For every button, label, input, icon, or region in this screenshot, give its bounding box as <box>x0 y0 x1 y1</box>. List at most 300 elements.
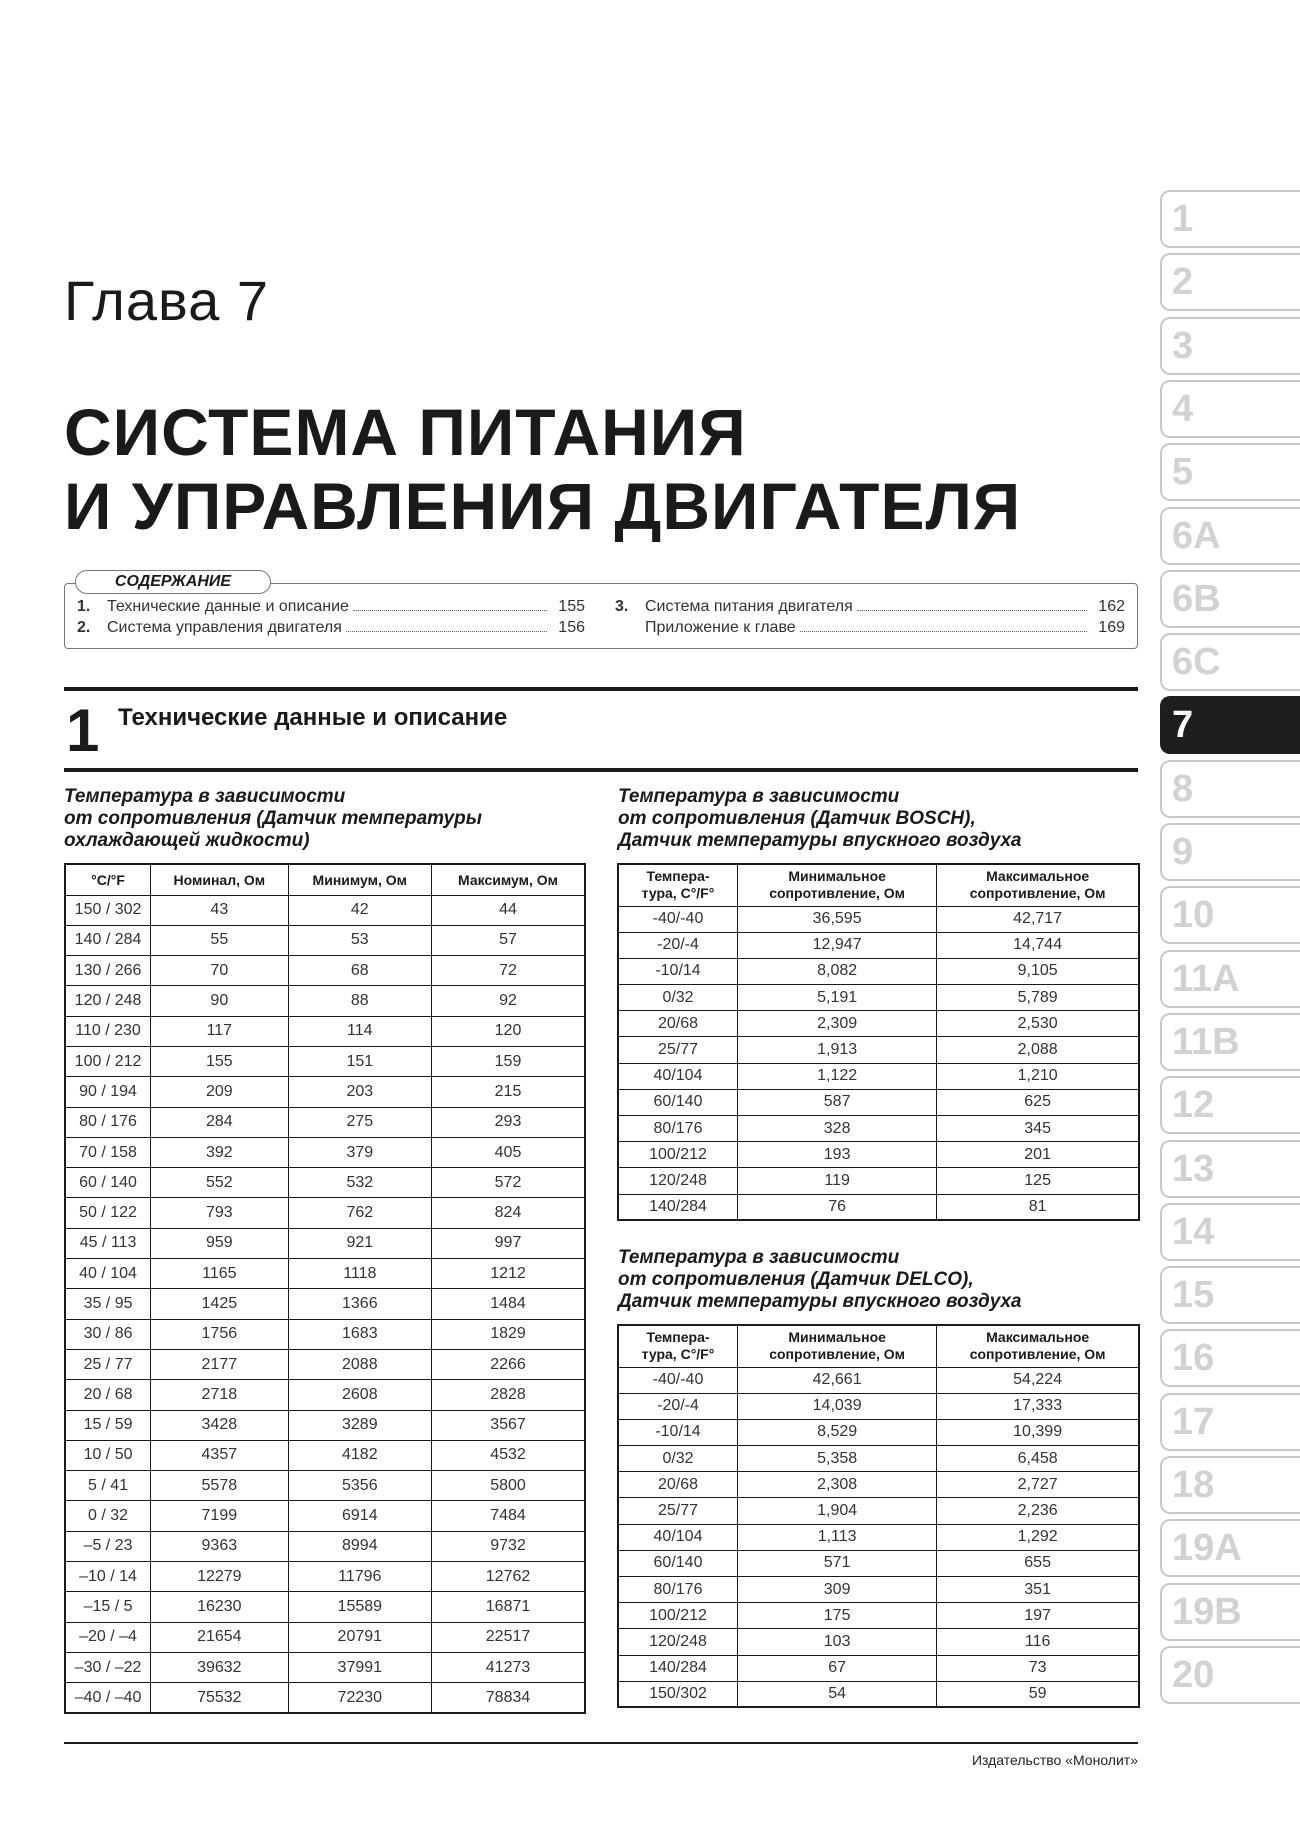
table-cell: -40/-40 <box>618 906 738 932</box>
table-row <box>618 1419 1139 1445</box>
chapter-tab[interactable]: 11B <box>1160 1013 1300 1071</box>
table-cell: 4357 <box>151 1440 288 1470</box>
table-row <box>65 1289 585 1319</box>
chapter-tab[interactable]: 8 <box>1160 760 1300 818</box>
table-row <box>65 1137 585 1167</box>
column-header: °С/°F <box>65 864 151 895</box>
table-cell: 30 / 86 <box>65 1319 151 1349</box>
table-cell: 60/140 <box>618 1550 738 1576</box>
table-cell: 40 / 104 <box>65 1259 151 1289</box>
table-cell: -10/14 <box>618 958 738 984</box>
table-row <box>618 1393 1139 1419</box>
table-row <box>618 1498 1139 1524</box>
table-cell: 78834 <box>432 1683 585 1713</box>
caption-line: Датчик температуры впускного воздуха <box>618 1291 1022 1312</box>
table-cell: 587 <box>738 1089 937 1115</box>
caption-line: от сопротивления (Датчик DELCO), <box>618 1269 974 1290</box>
toc-leader-dots <box>800 620 1087 632</box>
table-cell: 5,358 <box>738 1446 937 1472</box>
section-rule-bottom <box>64 768 1138 772</box>
chapter-tab[interactable]: 20 <box>1160 1646 1300 1704</box>
table-row <box>618 1089 1139 1115</box>
table-cell: 293 <box>432 1107 585 1137</box>
table-cell: 60 / 140 <box>65 1168 151 1198</box>
chapter-tab[interactable]: 16 <box>1160 1329 1300 1387</box>
toc-item-text: Технические данные и описание <box>107 598 349 615</box>
table-cell: -40/-40 <box>618 1367 738 1393</box>
table-cell: 921 <box>288 1228 431 1258</box>
table-cell: 22517 <box>432 1622 585 1652</box>
table-cell: 5,789 <box>937 985 1139 1011</box>
column-header-line: Максимальное <box>986 868 1090 885</box>
table-cell: 80/176 <box>618 1577 738 1603</box>
table-cell: 1118 <box>288 1259 431 1289</box>
bosch-table-caption <box>618 786 1021 852</box>
table-row <box>618 1063 1139 1089</box>
table-cell: 762 <box>288 1198 431 1228</box>
table-cell: 140 / 284 <box>65 925 151 955</box>
chapter-tab[interactable]: 4 <box>1160 380 1300 438</box>
table-cell: 15 / 59 <box>65 1410 151 1440</box>
chapter-tab[interactable]: 14 <box>1160 1203 1300 1261</box>
table-cell: 92 <box>432 986 585 1016</box>
caption-line: Температура в зависимости <box>64 786 346 807</box>
toc-item-number: 2. <box>77 619 91 636</box>
table-cell: 72 <box>432 956 585 986</box>
table-cell: 571 <box>738 1550 937 1576</box>
table-cell: 50 / 122 <box>65 1198 151 1228</box>
table-cell: 1,913 <box>738 1037 937 1063</box>
table-cell: 150/302 <box>618 1681 738 1707</box>
table-cell: 2,309 <box>738 1011 937 1037</box>
chapter-tab[interactable]: 1 <box>1160 190 1300 248</box>
table-row <box>65 1107 585 1137</box>
table-cell: 117 <box>151 1016 288 1046</box>
table-cell: 20791 <box>288 1622 431 1652</box>
table-header-row <box>618 864 1139 906</box>
chapter-title-line: И УПРАВЛЕНИЯ ДВИГАТЕЛЯ <box>64 469 1022 543</box>
chapter-tab[interactable]: 19B <box>1160 1583 1300 1641</box>
table-cell: 21654 <box>151 1622 288 1652</box>
table-row <box>618 1655 1139 1681</box>
table-cell: 70 <box>151 956 288 986</box>
table-row <box>618 1367 1139 1393</box>
toc-item[interactable] <box>77 598 585 619</box>
table-cell: 997 <box>432 1228 585 1258</box>
section-rule-top <box>64 687 1138 691</box>
toc-item-text: Система управления двигателя <box>107 619 342 636</box>
toc-item-number: 1. <box>77 598 91 615</box>
table-cell: 3289 <box>288 1410 431 1440</box>
column-header-line: Темпера- <box>646 868 710 885</box>
table-cell: 114 <box>288 1016 431 1046</box>
table-cell: 59 <box>937 1681 1139 1707</box>
toc-item-text: Система питания двигателя <box>645 598 853 615</box>
table-row <box>618 985 1139 1011</box>
column-header <box>738 864 937 906</box>
table-cell: 9732 <box>432 1531 585 1561</box>
column-header: Минимум, Ом <box>288 864 431 895</box>
table-cell: 43 <box>151 895 288 925</box>
chapter-tab[interactable]: 6A <box>1160 507 1300 565</box>
column-header-line: Минимальное <box>788 1329 886 1346</box>
table-cell: 76 <box>738 1194 937 1220</box>
table-cell: 44 <box>432 895 585 925</box>
table-cell: 150 / 302 <box>65 895 151 925</box>
table-cell: 155 <box>151 1046 288 1076</box>
table-row <box>618 958 1139 984</box>
table-cell: 345 <box>937 1116 1139 1142</box>
table-cell: 5 / 41 <box>65 1471 151 1501</box>
table-cell: -10/14 <box>618 1419 738 1445</box>
section-number: 1 <box>66 697 100 764</box>
table-cell: 42,717 <box>937 906 1139 932</box>
table-row <box>65 1410 585 1440</box>
table-cell: 54 <box>738 1681 937 1707</box>
table-row <box>65 895 585 925</box>
toc-leader-dots <box>346 620 547 632</box>
table-cell: 2,727 <box>937 1472 1139 1498</box>
toc-column-right <box>615 598 1125 640</box>
table-cell: 100/212 <box>618 1142 738 1168</box>
table-cell: 120 <box>432 1016 585 1046</box>
table-cell: 1366 <box>288 1289 431 1319</box>
table-cell: 8,529 <box>738 1419 937 1445</box>
table-cell: 2266 <box>432 1349 585 1379</box>
table-cell: 3567 <box>432 1410 585 1440</box>
table-row <box>65 1349 585 1379</box>
table-cell: 17,333 <box>937 1393 1139 1419</box>
table-cell: 20/68 <box>618 1472 738 1498</box>
table-cell: 10 / 50 <box>65 1440 151 1470</box>
footer-rule <box>64 1742 1138 1744</box>
table-cell: 35 / 95 <box>65 1289 151 1319</box>
chapter-tab[interactable]: 9 <box>1160 823 1300 881</box>
chapter-tab[interactable]: 17 <box>1160 1393 1300 1451</box>
caption-line: от сопротивления (Датчик BOSCH), <box>618 808 976 829</box>
table-cell: 1829 <box>432 1319 585 1349</box>
column-header-line: сопротивление, Ом <box>969 885 1106 902</box>
table-cell: 25 / 77 <box>65 1349 151 1379</box>
table-cell: 275 <box>288 1107 431 1137</box>
table-cell: 80 / 176 <box>65 1107 151 1137</box>
toc-item[interactable] <box>615 619 1125 640</box>
table-cell: 11796 <box>288 1562 431 1592</box>
table-cell: 75532 <box>151 1683 288 1713</box>
toc-item-text: Приложение к главе <box>645 619 796 636</box>
coolant-table-caption <box>64 786 482 852</box>
chapter-tab[interactable]: 5 <box>1160 443 1300 501</box>
table-cell: –15 / 5 <box>65 1592 151 1622</box>
table-cell: 120/248 <box>618 1629 738 1655</box>
table-cell: 5,191 <box>738 985 937 1011</box>
caption-line: от сопротивления (Датчик температуры <box>64 808 482 829</box>
column-header <box>738 1325 937 1367</box>
table-cell: 793 <box>151 1198 288 1228</box>
table-cell: 4532 <box>432 1440 585 1470</box>
table-row <box>618 1629 1139 1655</box>
column-header-line: Максимальное <box>986 1329 1090 1346</box>
chapter-tab[interactable]: 10 <box>1160 886 1300 944</box>
table-cell: –10 / 14 <box>65 1562 151 1592</box>
table-cell: 5800 <box>432 1471 585 1501</box>
column-header: Номинал, Ом <box>151 864 288 895</box>
table-cell: 309 <box>738 1577 937 1603</box>
table-cell: 1,122 <box>738 1063 937 1089</box>
section-title: Технические данные и описание <box>118 704 508 731</box>
table-row <box>65 1077 585 1107</box>
table-header-row <box>65 864 585 895</box>
table-cell: 42,661 <box>738 1367 937 1393</box>
table-cell: 3428 <box>151 1410 288 1440</box>
table-row <box>65 956 585 986</box>
chapter-tab[interactable]: 18 <box>1160 1456 1300 1514</box>
table-cell: 1165 <box>151 1259 288 1289</box>
table-row <box>65 1228 585 1258</box>
chapter-tab[interactable]: 15 <box>1160 1266 1300 1324</box>
table-cell: 197 <box>937 1603 1139 1629</box>
table-cell: 8,082 <box>738 958 937 984</box>
table-row <box>65 1622 585 1652</box>
table-row <box>65 1168 585 1198</box>
toc-item[interactable] <box>77 619 585 640</box>
chapter-label: Глава 7 <box>64 269 269 332</box>
table-cell: 7484 <box>432 1501 585 1531</box>
table-cell: 37991 <box>288 1652 431 1682</box>
table-row <box>65 1046 585 1076</box>
caption-line: Температура в зависимости <box>618 786 900 807</box>
table-cell: 392 <box>151 1137 288 1167</box>
chapter-tab[interactable]: 6B <box>1160 570 1300 628</box>
table-cell: 1212 <box>432 1259 585 1289</box>
table-cell: 532 <box>288 1168 431 1198</box>
chapter-tab[interactable]: 3 <box>1160 317 1300 375</box>
table-cell: 45 / 113 <box>65 1228 151 1258</box>
table-cell: 351 <box>937 1577 1139 1603</box>
table-cell: 67 <box>738 1655 937 1681</box>
table-cell: 10,399 <box>937 1419 1139 1445</box>
table-row <box>618 1681 1139 1707</box>
table-cell: 15589 <box>288 1592 431 1622</box>
table-row <box>65 1683 585 1713</box>
table-cell: 125 <box>937 1168 1139 1194</box>
table-cell: 1756 <box>151 1319 288 1349</box>
table-row <box>65 1319 585 1349</box>
column-header-line: Темпера- <box>646 1329 710 1346</box>
table-cell: 0/32 <box>618 1446 738 1472</box>
table-cell: 2,236 <box>937 1498 1139 1524</box>
table-row <box>618 932 1139 958</box>
table-cell: 140/284 <box>618 1655 738 1681</box>
table-row <box>65 1471 585 1501</box>
table-row <box>65 1531 585 1561</box>
table-cell: 625 <box>937 1089 1139 1115</box>
table-cell: 405 <box>432 1137 585 1167</box>
table-header-row <box>618 1325 1139 1367</box>
toc-column-left <box>77 598 585 640</box>
table-cell: 12762 <box>432 1562 585 1592</box>
table-cell: 0/32 <box>618 985 738 1011</box>
table-cell: –20 / –4 <box>65 1622 151 1652</box>
table-cell: 5578 <box>151 1471 288 1501</box>
table-cell: 14,744 <box>937 932 1139 958</box>
table-cell: 110 / 230 <box>65 1016 151 1046</box>
table-row <box>618 1116 1139 1142</box>
table-cell: 1683 <box>288 1319 431 1349</box>
toc-item-page: 169 <box>1098 619 1125 636</box>
column-header <box>618 864 738 906</box>
caption-line: Температура в зависимости <box>618 1247 900 1268</box>
table-cell: 53 <box>288 925 431 955</box>
table-cell: 193 <box>738 1142 937 1168</box>
table-row <box>65 1592 585 1622</box>
table-cell: 4182 <box>288 1440 431 1470</box>
table-cell: 552 <box>151 1168 288 1198</box>
table-cell: 0 / 32 <box>65 1501 151 1531</box>
table-cell: 9,105 <box>937 958 1139 984</box>
table-cell: 16230 <box>151 1592 288 1622</box>
chapter-title <box>64 395 1124 543</box>
table-cell: 140/284 <box>618 1194 738 1220</box>
table-cell: 12279 <box>151 1562 288 1592</box>
table-cell: 9363 <box>151 1531 288 1561</box>
table-cell: 2828 <box>432 1380 585 1410</box>
table-cell: 120/248 <box>618 1168 738 1194</box>
table-row <box>618 1037 1139 1063</box>
table-cell: 41273 <box>432 1652 585 1682</box>
table-cell: 80/176 <box>618 1116 738 1142</box>
toc-leader-dots <box>353 599 547 611</box>
table-cell: 2,308 <box>738 1472 937 1498</box>
table-cell: 959 <box>151 1228 288 1258</box>
table-cell: 8994 <box>288 1531 431 1561</box>
table-row <box>618 1194 1139 1220</box>
table-row <box>65 1380 585 1410</box>
table-cell: 25/77 <box>618 1498 738 1524</box>
table-cell: 215 <box>432 1077 585 1107</box>
column-header-line: сопротивление, Ом <box>769 885 906 902</box>
toc-item-page: 162 <box>1098 598 1125 615</box>
table-cell: 54,224 <box>937 1367 1139 1393</box>
column-header-line: тура, С°/F° <box>641 1346 715 1363</box>
table-row <box>618 1577 1139 1603</box>
coolant-sensor-table <box>64 863 586 1714</box>
table-cell: 1,292 <box>937 1524 1139 1550</box>
table-cell: 209 <box>151 1077 288 1107</box>
table-cell: 1,210 <box>937 1063 1139 1089</box>
table-cell: 100/212 <box>618 1603 738 1629</box>
table-cell: 1484 <box>432 1289 585 1319</box>
table-cell: 39632 <box>151 1652 288 1682</box>
column-header-line: Минимальное <box>788 868 886 885</box>
table-cell: 1,113 <box>738 1524 937 1550</box>
table-row <box>618 1142 1139 1168</box>
table-cell: 68 <box>288 956 431 986</box>
toc-item-page: 155 <box>558 598 585 615</box>
table-row <box>65 1562 585 1592</box>
chapter-tab[interactable]: 19A <box>1160 1519 1300 1577</box>
caption-line: охлаждающей жидкости) <box>64 830 310 851</box>
table-cell: 572 <box>432 1168 585 1198</box>
table-row <box>618 1446 1139 1472</box>
table-row <box>618 1524 1139 1550</box>
table-cell: 201 <box>937 1142 1139 1168</box>
table-row <box>618 1603 1139 1629</box>
chapter-tab[interactable]: 11A <box>1160 950 1300 1008</box>
column-header-line: тура, С°/F° <box>641 885 715 902</box>
toc-leader-dots <box>857 599 1087 611</box>
table-cell: 2608 <box>288 1380 431 1410</box>
table-cell: 203 <box>288 1077 431 1107</box>
table-cell: 55 <box>151 925 288 955</box>
column-header <box>937 864 1139 906</box>
table-cell: 81 <box>937 1194 1139 1220</box>
table-cell: 120 / 248 <box>65 986 151 1016</box>
table-cell: 40/104 <box>618 1524 738 1550</box>
table-of-contents <box>64 573 1138 649</box>
table-cell: 90 <box>151 986 288 1016</box>
table-cell: 2,088 <box>937 1037 1139 1063</box>
table-cell: –30 / –22 <box>65 1652 151 1682</box>
chapter-title-line: СИСТЕМА ПИТАНИЯ <box>64 395 747 469</box>
table-cell: 328 <box>738 1116 937 1142</box>
table-row <box>65 1652 585 1682</box>
publisher-name: Издательство «Монолит» <box>971 1752 1138 1768</box>
table-row <box>65 986 585 1016</box>
table-cell: 655 <box>937 1550 1139 1576</box>
chapter-tab[interactable]: 13 <box>1160 1140 1300 1198</box>
column-header: Максимум, Ом <box>432 864 585 895</box>
table-cell: 5356 <box>288 1471 431 1501</box>
table-cell: 824 <box>432 1198 585 1228</box>
table-cell: 20/68 <box>618 1011 738 1037</box>
caption-line: Датчик температуры впускного воздуха <box>618 830 1022 851</box>
table-row <box>65 925 585 955</box>
table-cell: 36,595 <box>738 906 937 932</box>
toc-item-page: 156 <box>558 619 585 636</box>
bosch-sensor-table <box>617 863 1140 1221</box>
table-cell: 7199 <box>151 1501 288 1531</box>
table-cell: -20/-4 <box>618 1393 738 1419</box>
table-cell: 1425 <box>151 1289 288 1319</box>
delco-table-caption <box>618 1247 1021 1313</box>
table-row <box>65 1440 585 1470</box>
table-cell: 73 <box>937 1655 1139 1681</box>
chapter-tab[interactable]: 7 <box>1160 696 1300 754</box>
column-header <box>937 1325 1139 1367</box>
table-cell: 2177 <box>151 1349 288 1379</box>
column-header <box>618 1325 738 1367</box>
table-cell: 379 <box>288 1137 431 1167</box>
table-cell: -20/-4 <box>618 932 738 958</box>
table-cell: 16871 <box>432 1592 585 1622</box>
table-row <box>618 1550 1139 1576</box>
table-cell: 119 <box>738 1168 937 1194</box>
chapter-tab[interactable]: 2 <box>1160 253 1300 311</box>
table-cell: 42 <box>288 895 431 925</box>
table-cell: 90 / 194 <box>65 1077 151 1107</box>
chapter-tab[interactable]: 12 <box>1160 1076 1300 1134</box>
table-cell: 2718 <box>151 1380 288 1410</box>
table-cell: 100 / 212 <box>65 1046 151 1076</box>
chapter-tab[interactable]: 6C <box>1160 633 1300 691</box>
table-cell: 6914 <box>288 1501 431 1531</box>
table-row <box>65 1259 585 1289</box>
toc-label: СОДЕРЖАНИЕ <box>75 570 271 594</box>
table-cell: 1,904 <box>738 1498 937 1524</box>
toc-item[interactable] <box>615 598 1125 619</box>
table-cell: 70 / 158 <box>65 1137 151 1167</box>
